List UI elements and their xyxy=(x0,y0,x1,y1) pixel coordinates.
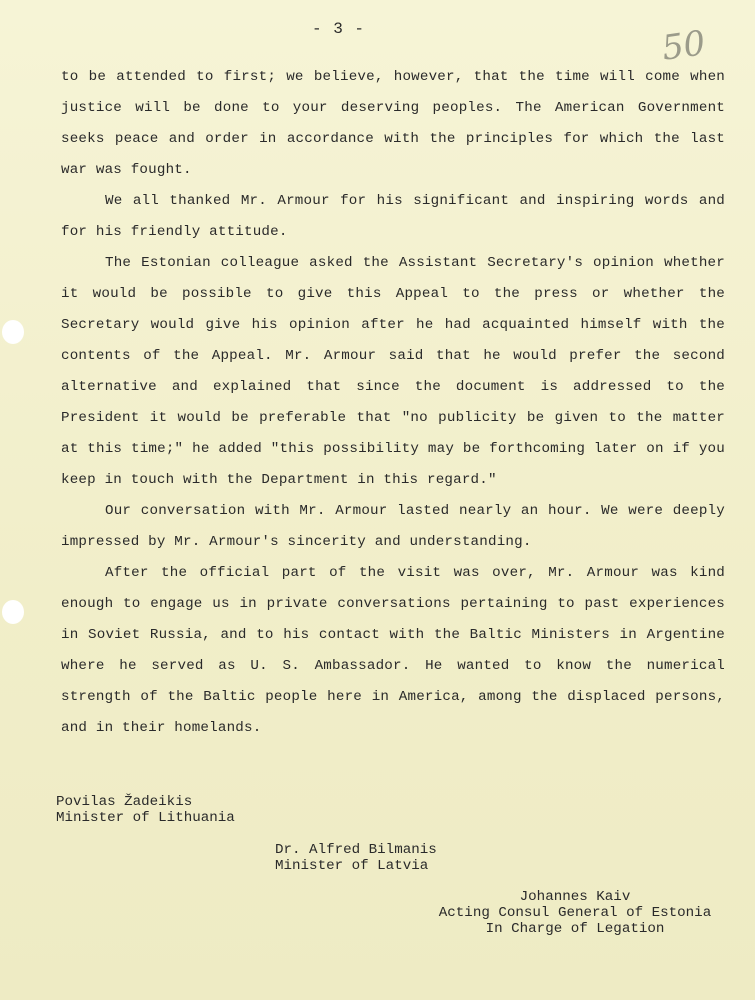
signature-block-lithuania xyxy=(56,794,235,826)
punch-hole xyxy=(2,600,24,624)
paragraph: We all thanked Mr. Armour for his significant and inspiring words and for his friendly attitude. xyxy=(61,193,725,240)
signatory-name: Povilas Žadeikis xyxy=(56,794,193,810)
signatory-name: Johannes Kaiv xyxy=(519,889,631,905)
signatory-name: Dr. Alfred Bilmanis xyxy=(275,842,437,858)
letter-body xyxy=(61,62,725,744)
signatory-title: Acting Consul General of Estonia xyxy=(438,905,712,921)
signatory-title: Minister of Latvia xyxy=(275,858,429,874)
paragraph: After the official part of the visit was over, Mr. Armour was kind enough to engage us in private conversations pertaining to past experiences in Soviet Russia, and to his contact with the Baltic Ministers in Argentine where he served as U. S. Ambassador. He wanted to know the numerical strength of the Baltic people here in America, among the displaced persons, and in their homelands. xyxy=(61,565,725,736)
handwritten-folio-number: 50 xyxy=(659,23,708,69)
signature-block-latvia xyxy=(275,842,437,874)
paragraph: Our conversation with Mr. Armour lasted nearly an hour. We were deeply impressed by Mr. Armour's sincerity and understanding. xyxy=(61,503,725,550)
punch-hole xyxy=(2,320,24,344)
paragraph: to be attended to first; we believe, however, that the time will come when justice will be done to your deserving peoples. The American Government seeks peace and order in accordance with the principles for which the last war was fought. xyxy=(61,69,725,178)
signature-block-estonia xyxy=(430,889,720,937)
page-number: - 3 - xyxy=(312,20,366,38)
signatory-title: Minister of Lithuania xyxy=(56,810,235,826)
signatory-title: In Charge of Legation xyxy=(485,921,665,937)
paragraph: The Estonian colleague asked the Assistant Secretary's opinion whether it would be possible to give this Appeal to the press or whether the Secretary would give his opinion after he had acquainted himself with the contents of the Appeal. Mr. Armour said that he would prefer the second alternative and explained that since the document is addressed to the President it would be preferable that "no publicity be given to the matter at this time;" he added "this possibility may be forthcoming later on if you keep in touch with the Department in this regard." xyxy=(61,255,725,488)
